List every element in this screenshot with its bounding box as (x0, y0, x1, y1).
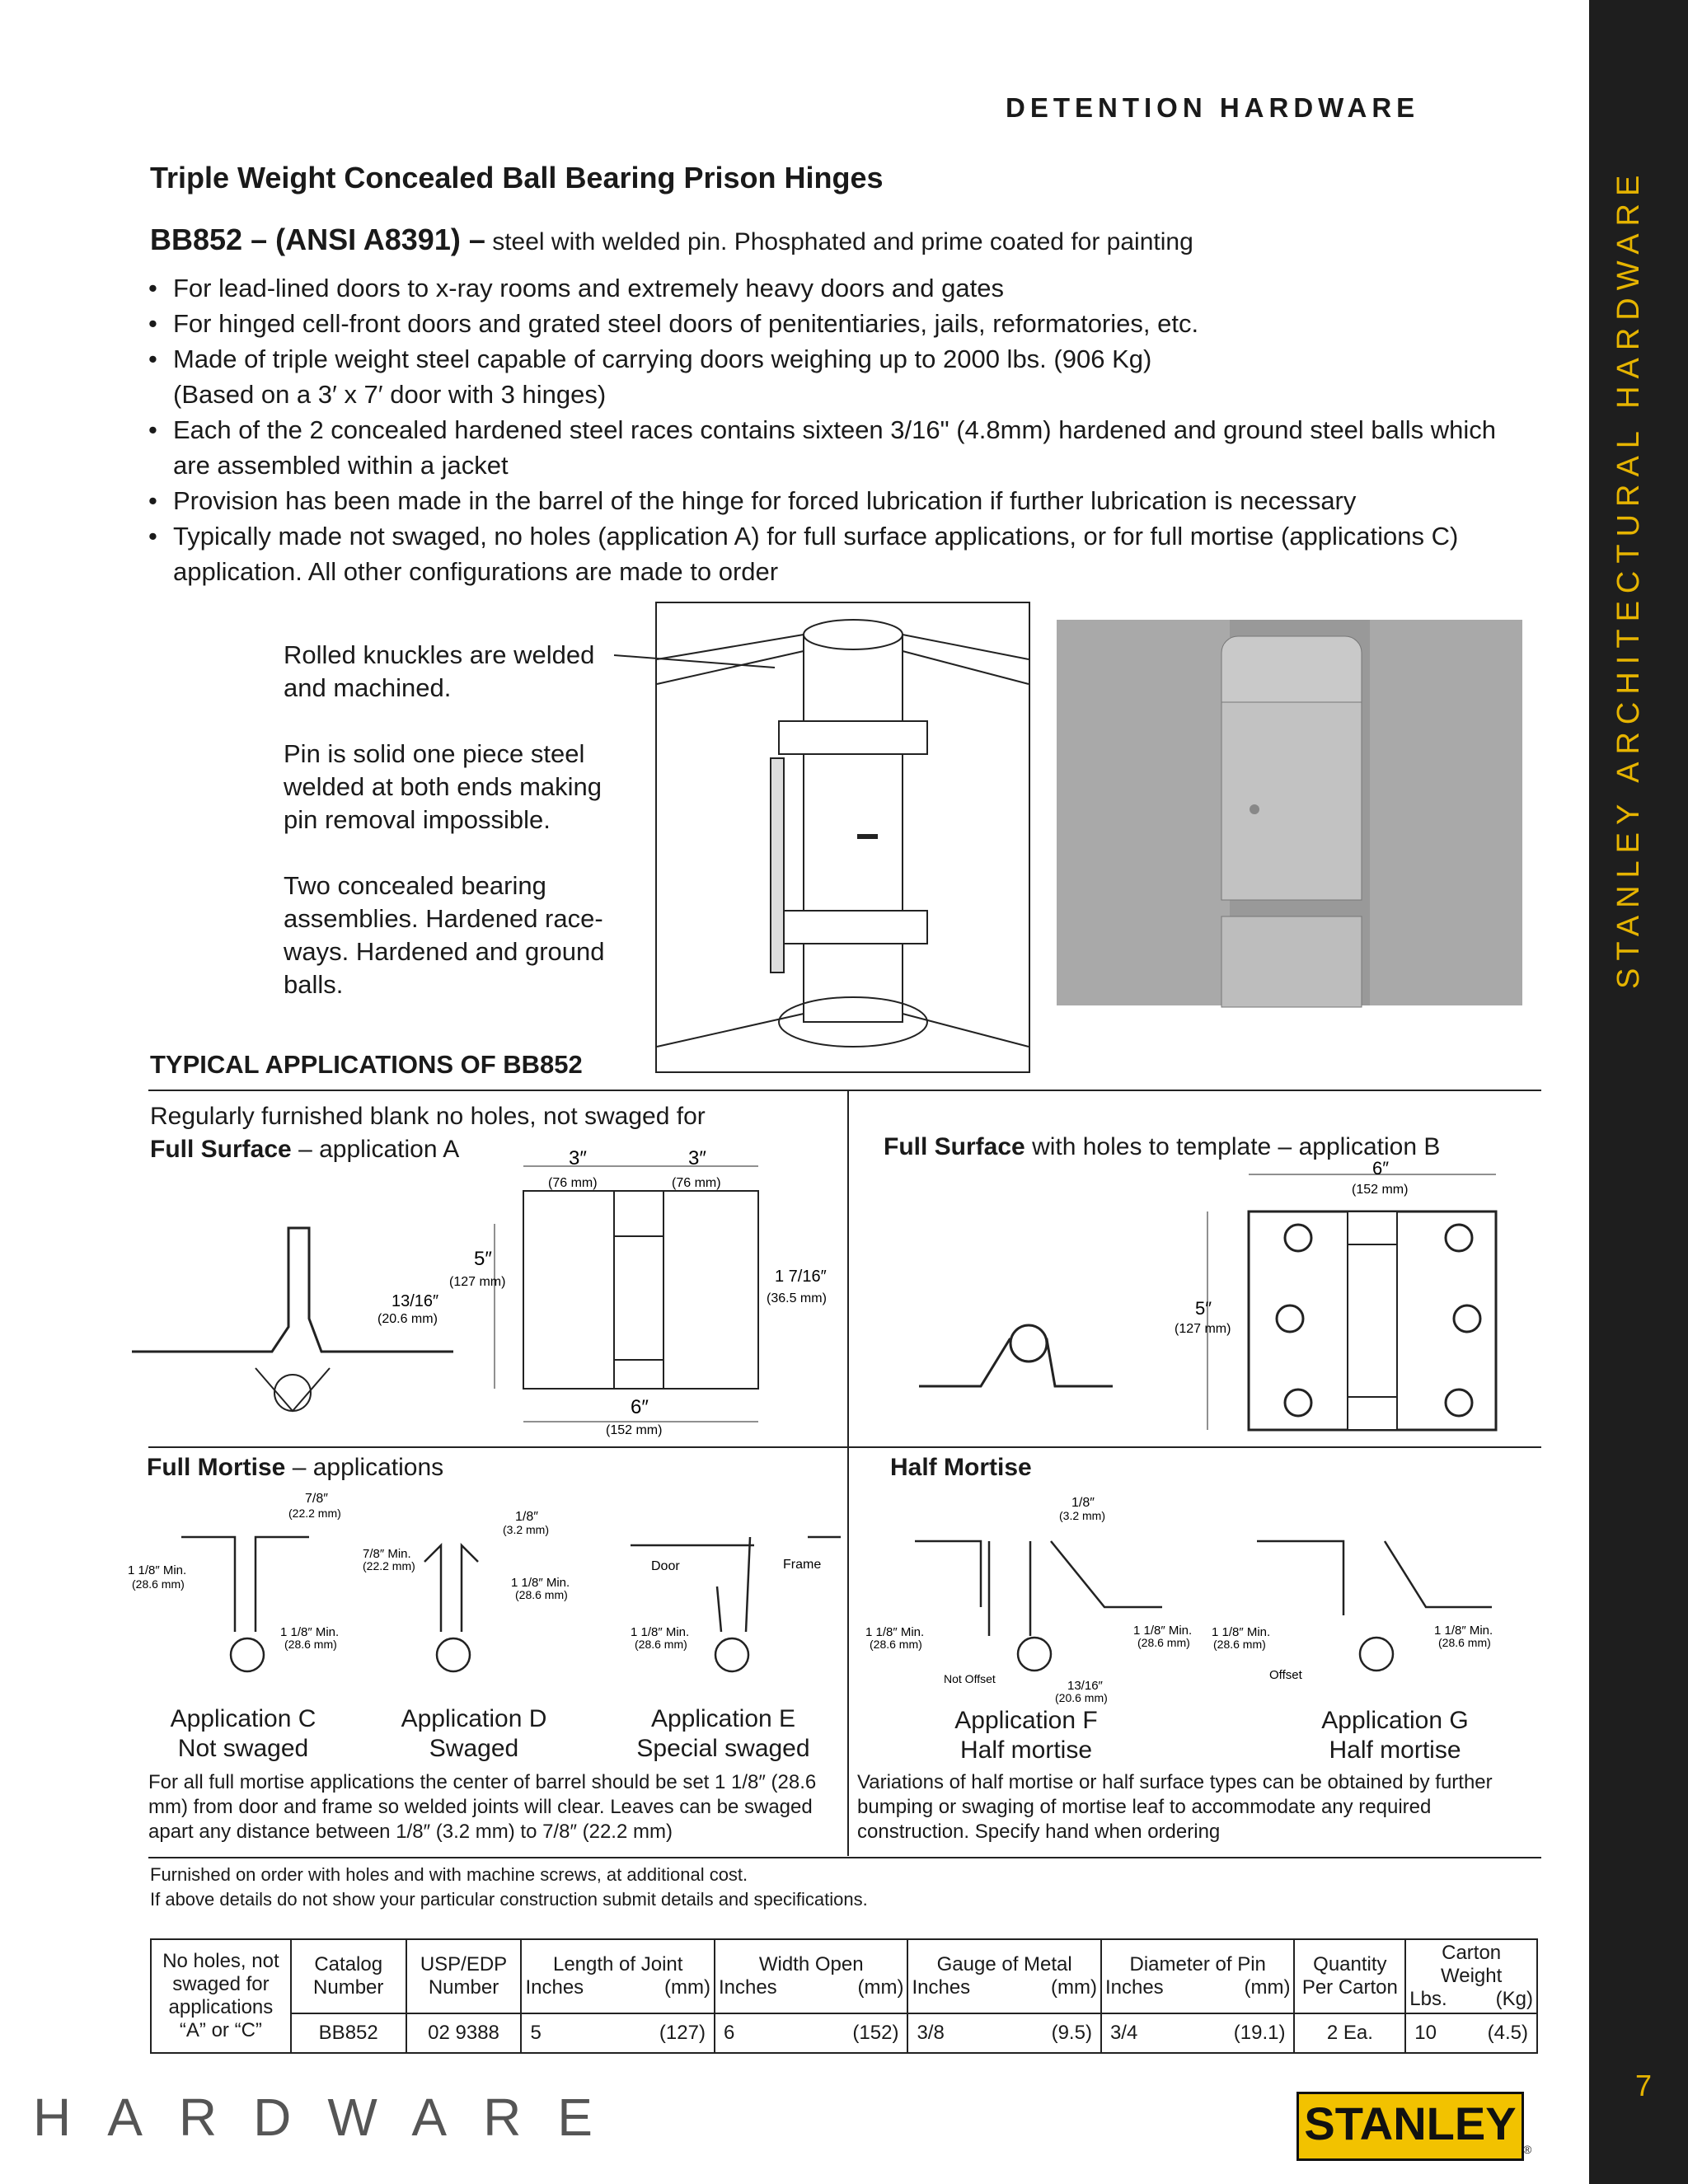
dim-18-hm: 1/8″ (1071, 1496, 1095, 1510)
dim-118min-hm4: 1 1/8″ Min. (1434, 1624, 1493, 1638)
caption-sub: Not swaged (177, 1735, 309, 1762)
dim-286-hm: (28.6 mm) (870, 1638, 922, 1651)
dim-127-b: (127 mm) (1175, 1322, 1231, 1336)
cell-width (715, 2013, 908, 2053)
caption-app-d (375, 1704, 573, 1764)
cell-carton (1405, 2013, 1537, 2053)
half-mortise-diagram (857, 1492, 1541, 1710)
app-a-bold: Full Surface (150, 1136, 292, 1163)
dim-118min: 1 1/8″ Min. (128, 1563, 187, 1577)
half-mortise-label: Half Mortise (890, 1454, 1032, 1481)
col-noholes: No holes, not swaged for applications “A” or “C” (151, 1939, 291, 2053)
caption-title: Application F (954, 1707, 1098, 1734)
dim-76-left: (76 mm) (548, 1176, 598, 1190)
dim-1316: 13/16″ (392, 1292, 439, 1310)
applications-heading: TYPICAL APPLICATIONS OF BB852 (150, 1050, 583, 1079)
model-line (150, 223, 1193, 257)
col-carton (1405, 1939, 1537, 2013)
dim-3in-left: 3″ (569, 1147, 587, 1169)
callouts (284, 639, 630, 1034)
col-width-label: Width Open (758, 1953, 864, 1975)
dim-286-2: (28.6 mm) (284, 1638, 337, 1651)
dim-6in: 6″ (631, 1396, 649, 1418)
dim-1716: 1 7/16″ (775, 1268, 827, 1286)
fm-rest: – applications (292, 1454, 444, 1481)
registered-mark: ® (1523, 2143, 1532, 2156)
cell-qty: 2 Ea. (1294, 2013, 1405, 2053)
dim-286-hm2: (28.6 mm) (1137, 1636, 1190, 1649)
app-b-rest: with holes to template – application B (1032, 1133, 1441, 1160)
cell-usp: 02 9388 (406, 2013, 522, 2053)
caption-sub: Half mortise (1329, 1736, 1461, 1764)
dim-76-right: (76 mm) (672, 1176, 721, 1190)
fm-bold: Full Mortise (147, 1454, 286, 1481)
dim-5in-b: 5″ (1195, 1298, 1212, 1319)
dim-286: (28.6 mm) (132, 1577, 185, 1591)
divider (148, 1090, 1541, 1091)
caption-sub: Half mortise (959, 1736, 1093, 1764)
divider (148, 1857, 1541, 1858)
dim-78: 7/8″ (305, 1492, 328, 1506)
hardware-wordmark: HARDWARE (33, 2088, 629, 2147)
col-gauge-label: Gauge of Metal (936, 1953, 1072, 1975)
caption-app-f (927, 1706, 1125, 1765)
unit-inches: Inches (718, 1976, 777, 1999)
hinge-photo (1057, 620, 1522, 1005)
unit-lbs: Lbs. (1409, 1988, 1447, 2010)
dim-32: (3.2 mm) (503, 1523, 549, 1536)
app-a-rest: – application A (298, 1136, 460, 1163)
dim-365: (36.5 mm) (767, 1291, 827, 1305)
caption-app-e (622, 1704, 824, 1764)
dim-18: 1/8″ (515, 1510, 538, 1524)
col-diam-label: Diameter of Pin (1129, 1953, 1266, 1975)
cell-kg: (4.5) (1487, 2022, 1528, 2044)
footnote: Furnished on order with holes and with machine screws, at additional cost. (150, 1864, 748, 1885)
dim-222: (22.2 mm) (288, 1507, 341, 1520)
label-frame: Frame (783, 1558, 822, 1572)
cell-diam (1101, 2013, 1295, 2053)
dim-118min-3: 1 1/8″ Min. (511, 1576, 570, 1590)
callout-knuckles: Rolled knuckles are welded and machined. (284, 640, 595, 702)
feature-item: • For lead-lined doors to x-ray rooms and extremely heavy doors and gates (148, 270, 1533, 306)
spec-table (150, 1938, 1538, 2054)
section-title: DETENTION HARDWARE (1006, 92, 1420, 123)
cell-gauge-mm: (9.5) (1051, 2022, 1092, 2044)
col-gauge (907, 1939, 1101, 2013)
unit-mm: (mm) (1244, 1976, 1291, 1999)
col-diam (1101, 1939, 1295, 2013)
caption-title: Application E (650, 1705, 796, 1732)
footnotes (150, 1863, 868, 1912)
cell-length (521, 2013, 715, 2053)
dim-286-3: (28.6 mm) (515, 1588, 568, 1601)
full-mortise-diagram (124, 1488, 849, 1673)
dim-118min-4: 1 1/8″ Min. (631, 1625, 690, 1639)
dim-1316-hm: 13/16″ (1067, 1679, 1103, 1693)
feature-item: • Provision has been made in the barrel of the hinge for forced lubrication if further lubrication is necessary (148, 483, 1533, 518)
divider (847, 1090, 849, 1856)
page-title: Triple Weight Concealed Ball Bearing Prison Hinges (150, 161, 884, 194)
caption-title: Application D (401, 1705, 547, 1732)
dim-152: (152 mm) (606, 1423, 663, 1437)
caption-title: Application C (170, 1705, 316, 1732)
dim-118min-hm3: 1 1/8″ Min. (1212, 1625, 1271, 1639)
unit-inches: Inches (912, 1976, 971, 1999)
app-b-label (884, 1133, 1440, 1161)
app-b-diagram (907, 1158, 1533, 1442)
cell-diam-mm: (19.1) (1233, 2022, 1286, 2044)
unit-inches: Inches (525, 1976, 584, 1999)
page-number: 7 (1635, 2069, 1653, 2102)
cell-gauge-in: 3/8 (917, 2022, 945, 2044)
col-length (521, 1939, 715, 2013)
cell-gauge (907, 2013, 1101, 2053)
cell-lbs: 10 (1414, 2022, 1437, 2044)
col-catalog: Catalog Number (291, 1939, 406, 2013)
caption-title: Application G (1321, 1707, 1469, 1734)
unit-mm: (mm) (1050, 1976, 1097, 1999)
feature-item: • Made of triple weight steel capable of carrying doors weighing up to 2000 lbs. (906 Kg) (148, 341, 1533, 377)
dim-222-2: (22.2 mm) (363, 1559, 415, 1572)
caption-sub: Swaged (429, 1735, 519, 1762)
dim-5in: 5″ (474, 1248, 492, 1270)
unit-mm: (mm) (857, 1976, 904, 1999)
dim-118min-hm: 1 1/8″ Min. (865, 1625, 925, 1639)
feature-item: • Each of the 2 concealed hardened steel races contains sixteen 3/16" (4.8mm) hardened and ground steel balls which are assembled within a jacket (148, 412, 1533, 483)
caption-app-g (1294, 1706, 1496, 1765)
feature-subitem: (Based on a 3′ x 7′ door with 3 hinges) (173, 380, 607, 409)
divider (148, 1446, 1541, 1448)
dim-78min: 7/8″ Min. (363, 1547, 411, 1561)
full-mortise-label (147, 1454, 443, 1482)
col-qty: Quantity Per Carton (1294, 1939, 1405, 2013)
dim-206: (20.6 mm) (377, 1312, 438, 1326)
logo-text: STANLEY (1304, 2097, 1517, 2149)
callout-bearings: Two concealed bearing assemblies. Hardened race-ways. Hardened and ground balls. (284, 871, 605, 999)
dim-6in-b: 6″ (1372, 1158, 1390, 1179)
footnote: If above details do not show your particular construction submit details and specifications. (150, 1889, 868, 1910)
feature-item: • For hinged cell-front doors and grated steel doors of penitentiaries, jails, reformatories, etc. (148, 306, 1533, 341)
model-desc: steel with welded pin. Phosphated and prime coated for painting (492, 228, 1193, 255)
cell-catalog: BB852 (291, 2013, 406, 2053)
dim-286-hm3: (28.6 mm) (1213, 1638, 1266, 1651)
cell-len-in: 5 (530, 2022, 542, 2044)
col-width (715, 1939, 908, 2013)
stanley-logo (1296, 2092, 1524, 2161)
note-half-mortise: Variations of half mortise or half surface types can be obtained by further bumping or swaging of mortise leaf to accommodate any required construction. Specify hand when ordering (857, 1771, 1493, 1843)
dim-3in-right: 3″ (688, 1147, 706, 1169)
caption-app-c (148, 1704, 338, 1764)
caption-sub: Special swaged (636, 1735, 810, 1762)
sidebar-title: STANLEY ARCHITECTURAL HARDWARE (1611, 167, 1646, 989)
cell-wid-in: 6 (723, 2022, 735, 2044)
label-not-offset: Not Offset (944, 1672, 996, 1685)
dim-152-b: (152 mm) (1352, 1183, 1409, 1197)
app-a-line1: Regularly furnished blank no holes, not swaged for (150, 1103, 706, 1130)
dim-32-hm: (3.2 mm) (1059, 1509, 1105, 1522)
cell-len-mm: (127) (659, 2022, 706, 2044)
label-offset: Offset (1269, 1668, 1302, 1682)
callout-pin: Pin is solid one piece steel welded at both ends making pin removal impossible. (284, 739, 603, 834)
cell-wid-mm: (152) (852, 2022, 899, 2044)
feature-item: • Typically made not swaged, no holes (application A) for full surface applications, or for full mortise (applications C) application. All other configurations are made to order (148, 518, 1533, 589)
unit-kg: (Kg) (1495, 1988, 1533, 2010)
dim-118min-2: 1 1/8″ Min. (280, 1625, 340, 1639)
app-b-bold: Full Surface (884, 1133, 1025, 1160)
dim-118min-hm2: 1 1/8″ Min. (1133, 1624, 1193, 1638)
col-usp: USP/EDP Number (406, 1939, 522, 2013)
unit-inches: Inches (1104, 1976, 1164, 1999)
hinge-cutaway-diagram (655, 602, 1030, 1073)
dim-127: (127 mm) (449, 1275, 506, 1289)
unit-mm: (mm) (663, 1976, 710, 1999)
feature-list (148, 270, 1533, 589)
cell-diam-in: 3/4 (1109, 2022, 1138, 2044)
table-row (151, 2013, 1537, 2053)
label-door: Door (651, 1559, 680, 1573)
model-code: BB852 – (ANSI A8391) – (150, 223, 485, 256)
note-full-mortise: For all full mortise applications the center of barrel should be set 1 1/8″ (28.6 mm) from door and frame so welded joints will clear. Leaves can be swaged apart any distance between 1/8″ (3.2 mm) to 7/8″ (22.2 mm) (148, 1771, 817, 1843)
col-length-label: Length of Joint (552, 1953, 683, 1975)
dim-286-4: (28.6 mm) (635, 1638, 687, 1651)
col-carton-label: Carton Weight (1441, 1942, 1503, 1987)
dim-206-hm: (20.6 mm) (1055, 1691, 1108, 1704)
dim-286-hm4: (28.6 mm) (1438, 1636, 1491, 1649)
